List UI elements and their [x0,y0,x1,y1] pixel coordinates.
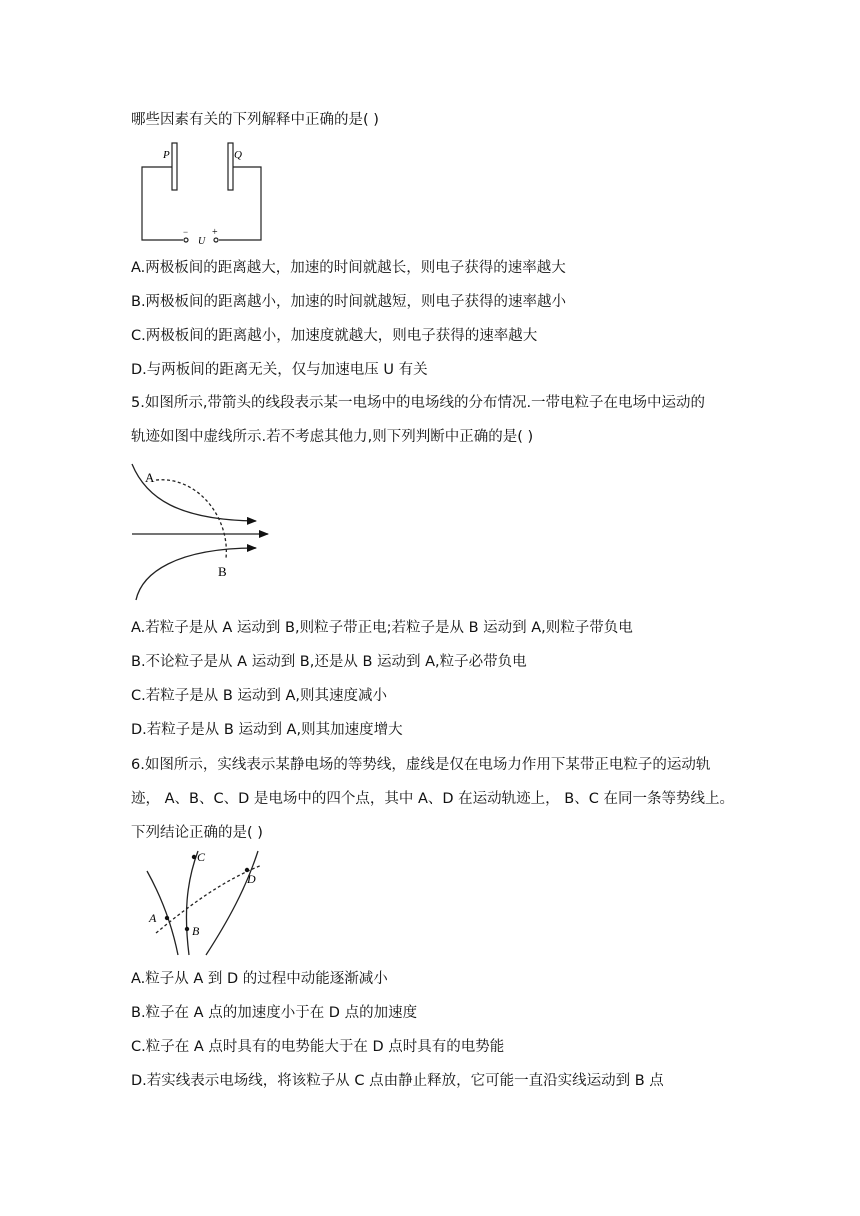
plate-q [228,143,233,190]
label-p: P [163,149,170,161]
q4-option-b: B.两极板间的距离越小，加速的时间就越短，则电子获得的速率越小 [131,294,567,310]
lower-field-line [136,548,256,600]
q5-option-c: C.若粒子是从 B 运动到 A,则其速度减小 [131,688,388,704]
label-c: C [197,850,206,864]
label-u: U [198,236,206,247]
point-b [185,927,189,931]
q4-option-a: A.两极板间的距离越大，加速的时间就越长，则电子获得的速率越大 [131,260,566,276]
q5-option-d: D.若粒子是从 B 运动到 A,则其加速度增大 [131,722,403,738]
q6-option-a: A.粒子从 A 到 D 的过程中动能逐渐减小 [131,971,388,987]
plus-terminal [214,238,218,242]
q5-stem-line2: 轨迹如图中虚线所示.若不考虑其他力,则下列判断中正确的是( ) [131,429,534,445]
minus-terminal [184,238,188,242]
right-wire [219,167,261,240]
q4-option-d: D.与两板间的距离无关，仅与加速电压 U 有关 [131,362,428,378]
q6-stem-line2: 迹， A、B、C、D 是电场中的四个点，其中 A、D 在运动轨迹上， B、C 在同一条等势线上。 [131,791,734,807]
q6-option-d: D.若实线表示电场线，将该粒子从 C 点由静止释放，它可能一直沿实线运动到 B 点 [131,1073,664,1089]
point-c [192,855,196,859]
q5-stem-line1: 5.如图所示,带箭头的线段表示某一电场中的电场线的分布情况.一带电粒子在电场中运动的 [131,395,706,411]
q6-equipotential-figure [140,843,270,963]
q5-field-lines-figure [128,458,278,606]
label-a: A [145,470,155,485]
label-minus: − [183,227,189,237]
point-a [165,916,169,920]
label-d: D [247,872,256,886]
particle-trajectory [156,480,226,558]
label-b: B [192,924,200,938]
label-plus: + [212,227,218,238]
label-b: B [218,564,227,579]
q6-option-c: C.粒子在 A 点时具有的电势能大于在 D 点时具有的电势能 [131,1039,505,1055]
plate-p [172,143,177,190]
label-q: Q [234,149,242,161]
q4-option-c: C.两极板间的距离越小，加速度就越大，则电子获得的速率越大 [131,328,538,344]
q4-capacitor-figure [130,140,280,248]
q5-option-b: B.不论粒子是从 A 运动到 B,还是从 B 运动到 A,粒子必带负电 [131,654,527,670]
label-a: A [149,911,157,925]
equipotential-line-3 [206,851,258,955]
equipotential-line-2 [186,851,198,955]
q6-stem-line1: 6.如图所示，实线表示某静电场的等势线，虚线是仅在电场力作用下某带正电粒子的运动轨 [131,757,711,773]
q6-option-b: B.粒子在 A 点的加速度小于在 D 点的加速度 [131,1005,418,1021]
q6-stem-line3: 下列结论正确的是( ) [131,825,263,841]
q5-option-a: A.若粒子是从 A 运动到 B,则粒子带正电;若粒子是从 B 运动到 A,则粒子带负电 [131,620,633,636]
q4-stem: 哪些因素有关的下列解释中正确的是( ) [131,112,379,128]
